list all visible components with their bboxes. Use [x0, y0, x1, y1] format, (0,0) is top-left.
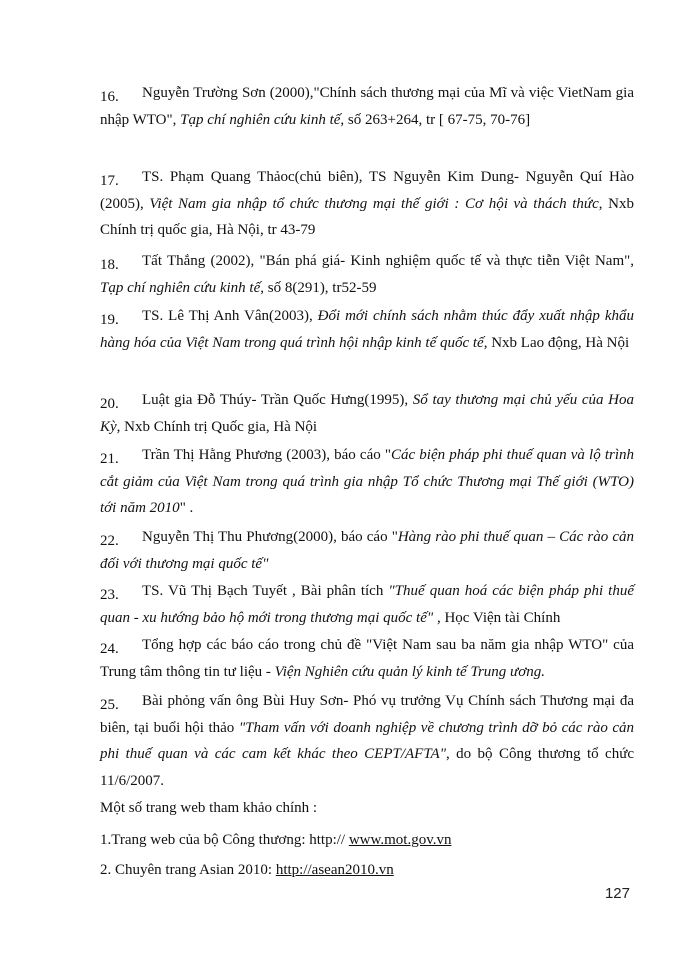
reference-entry: [100, 632, 634, 685]
reference-entry: [100, 688, 634, 794]
reference-number: 21.: [100, 451, 119, 467]
reference-text: , số 263+264, tr [ 67-75, 70-76]: [340, 111, 531, 128]
website-item: [100, 827, 451, 853]
website-item: [100, 857, 394, 883]
reference-title: Hàng rào phi thuế quan – Các rào cản đối với thương mại quốc tế": [100, 529, 634, 572]
reference-text: TS. Phạm Quang Thảoc(chủ biên), TS Nguyễn Kim Dung- Nguyễn Quí Hào (2005),: [100, 169, 634, 212]
website-label: 2. Chuyên trang Asian 2010:: [100, 862, 276, 878]
reference-number: 19.: [100, 312, 119, 328]
reference-text: Tất Thắng (2002), "Bán phá giá- Kinh nghiệm quốc tế và thực tiễn Việt Nam",: [142, 253, 634, 269]
reference-text: , do bộ Công thương tổ chức 11/6/2007.: [100, 746, 634, 789]
websites-heading: Một số trang web tham khảo chính :: [100, 800, 318, 816]
reference-number: 23.: [100, 587, 119, 603]
page-number: 127: [604, 885, 630, 902]
reference-text: Nguyễn Thị Thu Phương(2000), báo cáo ": [142, 529, 398, 545]
reference-title: Đổi mới chính sách nhằm thúc đẩy xuất nhập khẩu hàng hóa của Việt Nam trong quá trình hội nhập kinh tế quốc tế: [100, 308, 635, 351]
reference-text: TS. Vũ Thị Bạch Tuyết , Bài phân tích: [142, 583, 389, 599]
reference-text: Tổng hợp các báo cáo trong chủ đề "Việt Nam sau ba năm gia nhập WTO" của Trung tâm thông tin tư liệu -: [100, 637, 634, 680]
reference-number: 20.: [100, 396, 119, 412]
reference-text: TS. Lê Thị Anh Vân(2003),: [142, 308, 318, 324]
reference-text: , số 8(291), tr52-59: [260, 279, 377, 296]
reference-text: Nguyễn Trường Sơn (2000),"Chính sách thương mại của Mĩ và việc VietNam gia nhập WTO",: [100, 85, 634, 128]
reference-title: Việt Nam gia nhập tổ chức thương mại thế giới : Cơ hội và thách thức: [149, 195, 599, 212]
reference-text: , Nxb Chính trị quốc gia, Hà Nội, tr 43-79: [100, 195, 634, 238]
reference-text: , Học Viện tài Chính: [433, 609, 561, 626]
website-link[interactable]: www.mot.gov.vn: [348, 832, 452, 848]
reference-text: Luật gia Đỗ Thúy- Trần Quốc Hưng(1995),: [142, 392, 413, 408]
reference-text: " .: [179, 500, 194, 516]
website-link[interactable]: http://asean2010.vn: [275, 862, 394, 878]
website-label: 1.Trang web của bộ Công thương: http://: [100, 832, 349, 848]
reference-text: Trần Thị Hằng Phương (2003), báo cáo ": [142, 447, 391, 463]
reference-entry: [100, 442, 634, 522]
reference-entry: [100, 303, 634, 356]
reference-title: Sổ tay thương mại chủ yếu của Hoa Kỳ: [100, 392, 634, 435]
reference-title: Tạp chí nghiên cứu kinh tế: [100, 279, 261, 296]
reference-number: 16.: [100, 89, 119, 105]
reference-title: Tạp chí nghiên cứu kinh tế: [180, 111, 341, 128]
reference-number: 22.: [100, 533, 119, 549]
reference-text: , Nxb Lao động, Hà Nội: [483, 334, 630, 351]
reference-text: Bài phỏng vấn ông Bùi Huy Sơn- Phó vụ trưởng Vụ Chính sách Thương mại đa biên, tại buổi hội thảo: [100, 693, 634, 736]
reference-title: "Thuế quan hoá các biện pháp phi thuế quan - xu hướng bảo hộ mới trong thương mại quốc tế": [100, 583, 634, 626]
reference-entry: [100, 80, 634, 133]
reference-entry: [100, 578, 634, 631]
reference-number: 17.: [100, 173, 119, 189]
reference-title: "Tham vấn với doanh nghiệp về chương trình dỡ bỏ các rào cản phi thuế quan và các cam kết khác theo CEPT/AFTA": [100, 719, 634, 762]
reference-entry: [100, 248, 634, 301]
reference-title: Các biện pháp phi thuế quan và lộ trình cắt giảm của Việt Nam trong quá trình gia nhập Tổ chức Thương mại Thế giới (WTO) tới năm 2010: [100, 447, 634, 516]
reference-number: 24.: [100, 641, 119, 657]
reference-number: 18.: [100, 257, 119, 273]
reference-entry: [100, 164, 634, 244]
reference-text: , Nxb Chính trị Quốc gia, Hà Nội: [116, 418, 318, 435]
reference-entry: [100, 524, 634, 577]
reference-entry: [100, 387, 634, 440]
reference-title: Viện Nghiên cứu quản lý kinh tế Trung ương.: [274, 663, 545, 680]
reference-number: 25.: [100, 697, 119, 713]
